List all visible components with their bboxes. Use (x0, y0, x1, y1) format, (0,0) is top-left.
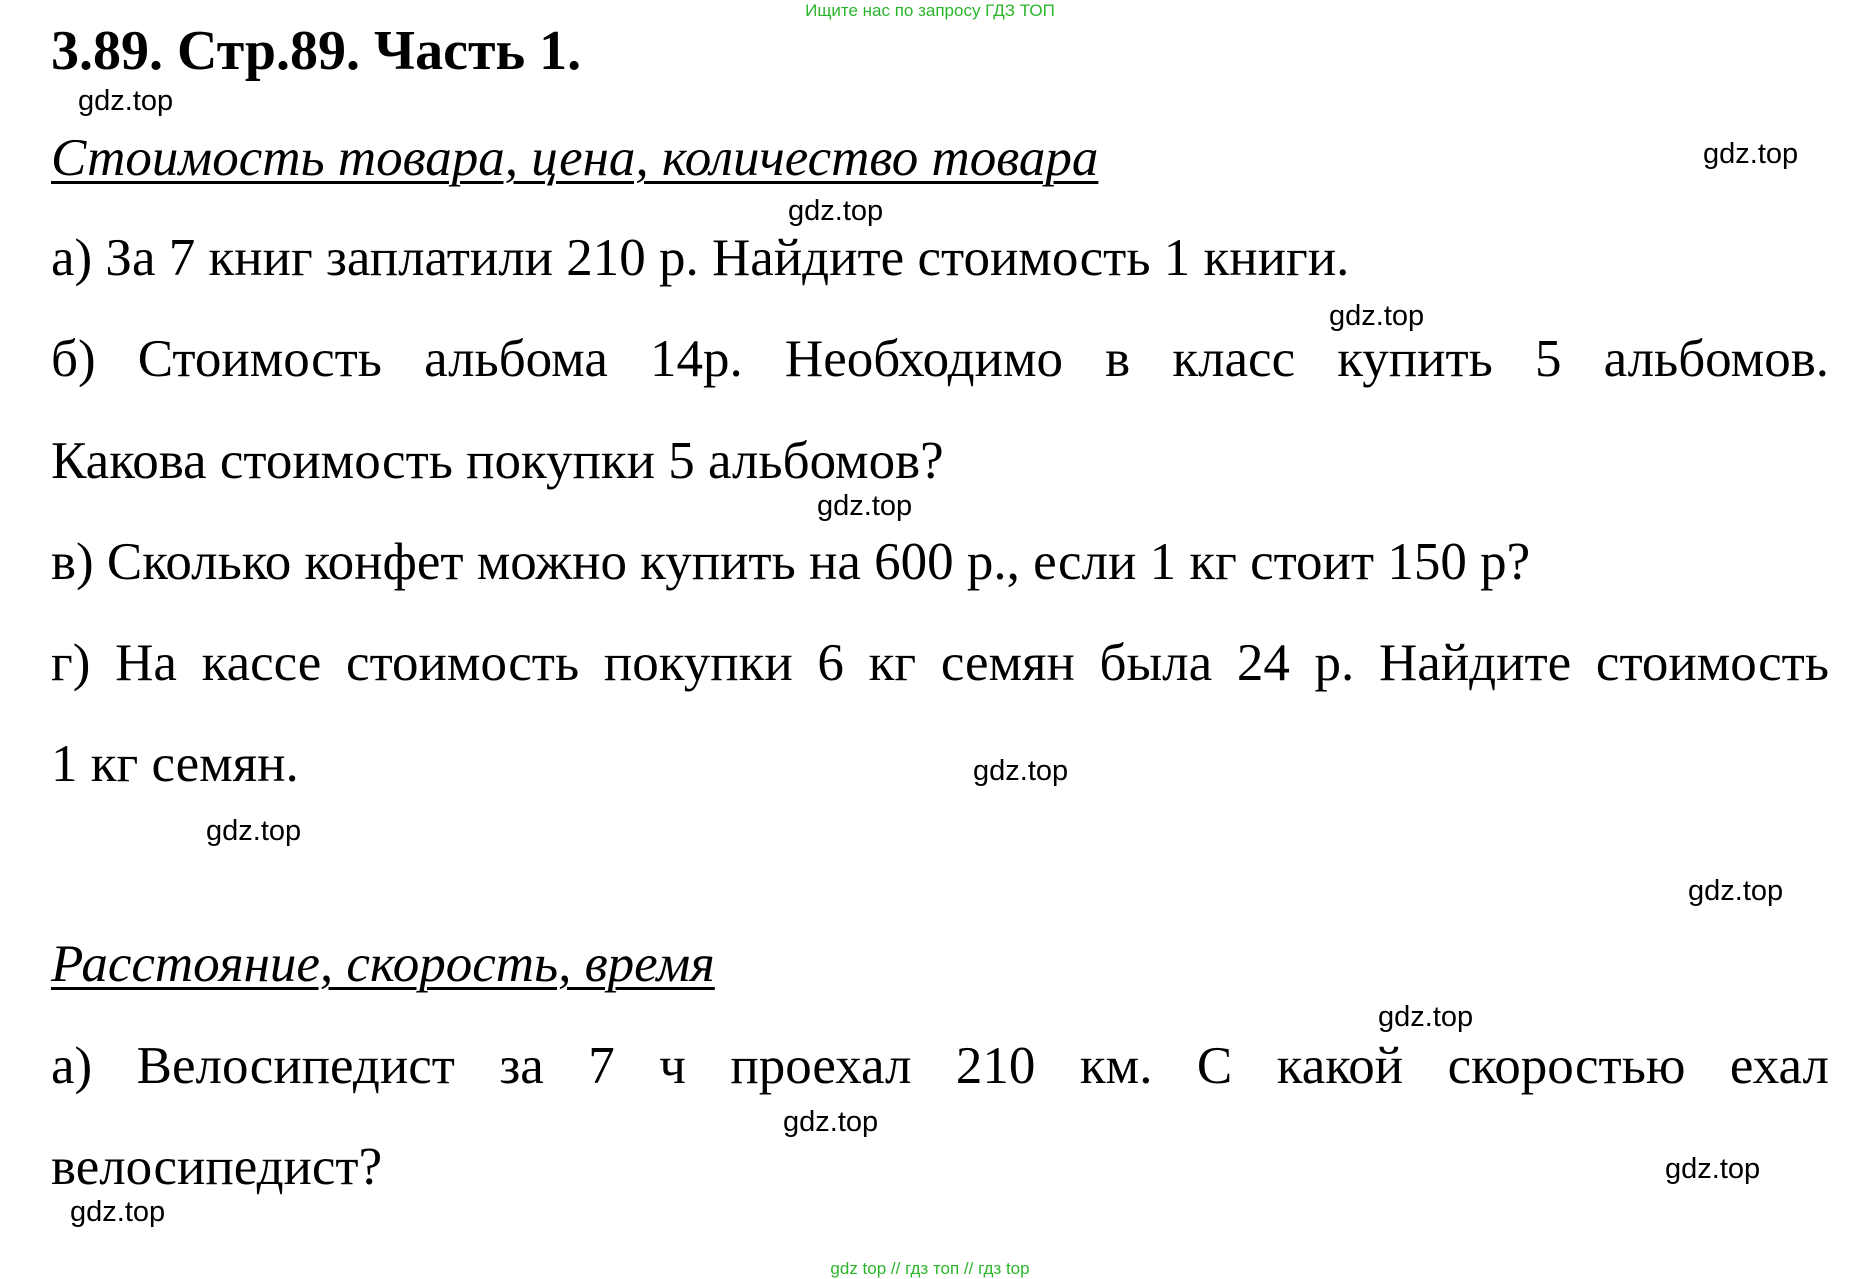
problem-a-distance-line2: велосипедист? (51, 1138, 383, 1196)
problem-b-cost-line2: Какова стоимость покупки 5 альбомов? (51, 432, 944, 490)
problem-a-distance-line1: а) Велосипедист за 7 ч проехал 210 км. С какой скоростью ехал (51, 1037, 1829, 1095)
watermark: gdz.top (1329, 300, 1425, 332)
watermark: gdz.top (78, 85, 174, 117)
footer: gdz top // гдз топ // гдз top (830, 1259, 1030, 1278)
watermark: gdz.top (817, 490, 913, 522)
section-heading-distance: Расстояние, скорость, время (51, 935, 715, 993)
problem-g-cost-line1: г) На кассе стоимость покупки 6 кг семян была 24 р. Найдите стоимость (51, 634, 1829, 692)
watermark: gdz.top (788, 195, 884, 227)
page-title: 3.89. Стр.89. Часть 1. (51, 20, 582, 82)
watermark: gdz.top (206, 815, 302, 847)
problem-a-cost: а) За 7 книг заплатили 210 р. Найдите стоимость 1 книги. (51, 229, 1350, 287)
watermark: gdz.top (1665, 1153, 1761, 1185)
problem-g-cost-line2: 1 кг семян. (51, 735, 299, 793)
watermark: gdz.top (783, 1106, 879, 1138)
watermark: gdz.top (1688, 875, 1784, 907)
watermark: gdz.top (1378, 1001, 1474, 1033)
section-heading-cost: Стоимость товара, цена, количество товара (51, 129, 1099, 187)
watermark: gdz.top (1703, 138, 1799, 170)
problem-b-cost-line1: б) Стоимость альбома 14р. Необходимо в класс купить 5 альбомов. (51, 330, 1829, 388)
problem-v-cost: в) Сколько конфет можно купить на 600 р., если 1 кг стоит 150 р? (51, 533, 1531, 591)
top-banner: Ищите нас по запросу ГДЗ ТОП (805, 1, 1055, 20)
watermark: gdz.top (973, 755, 1069, 787)
watermark: gdz.top (70, 1196, 166, 1228)
